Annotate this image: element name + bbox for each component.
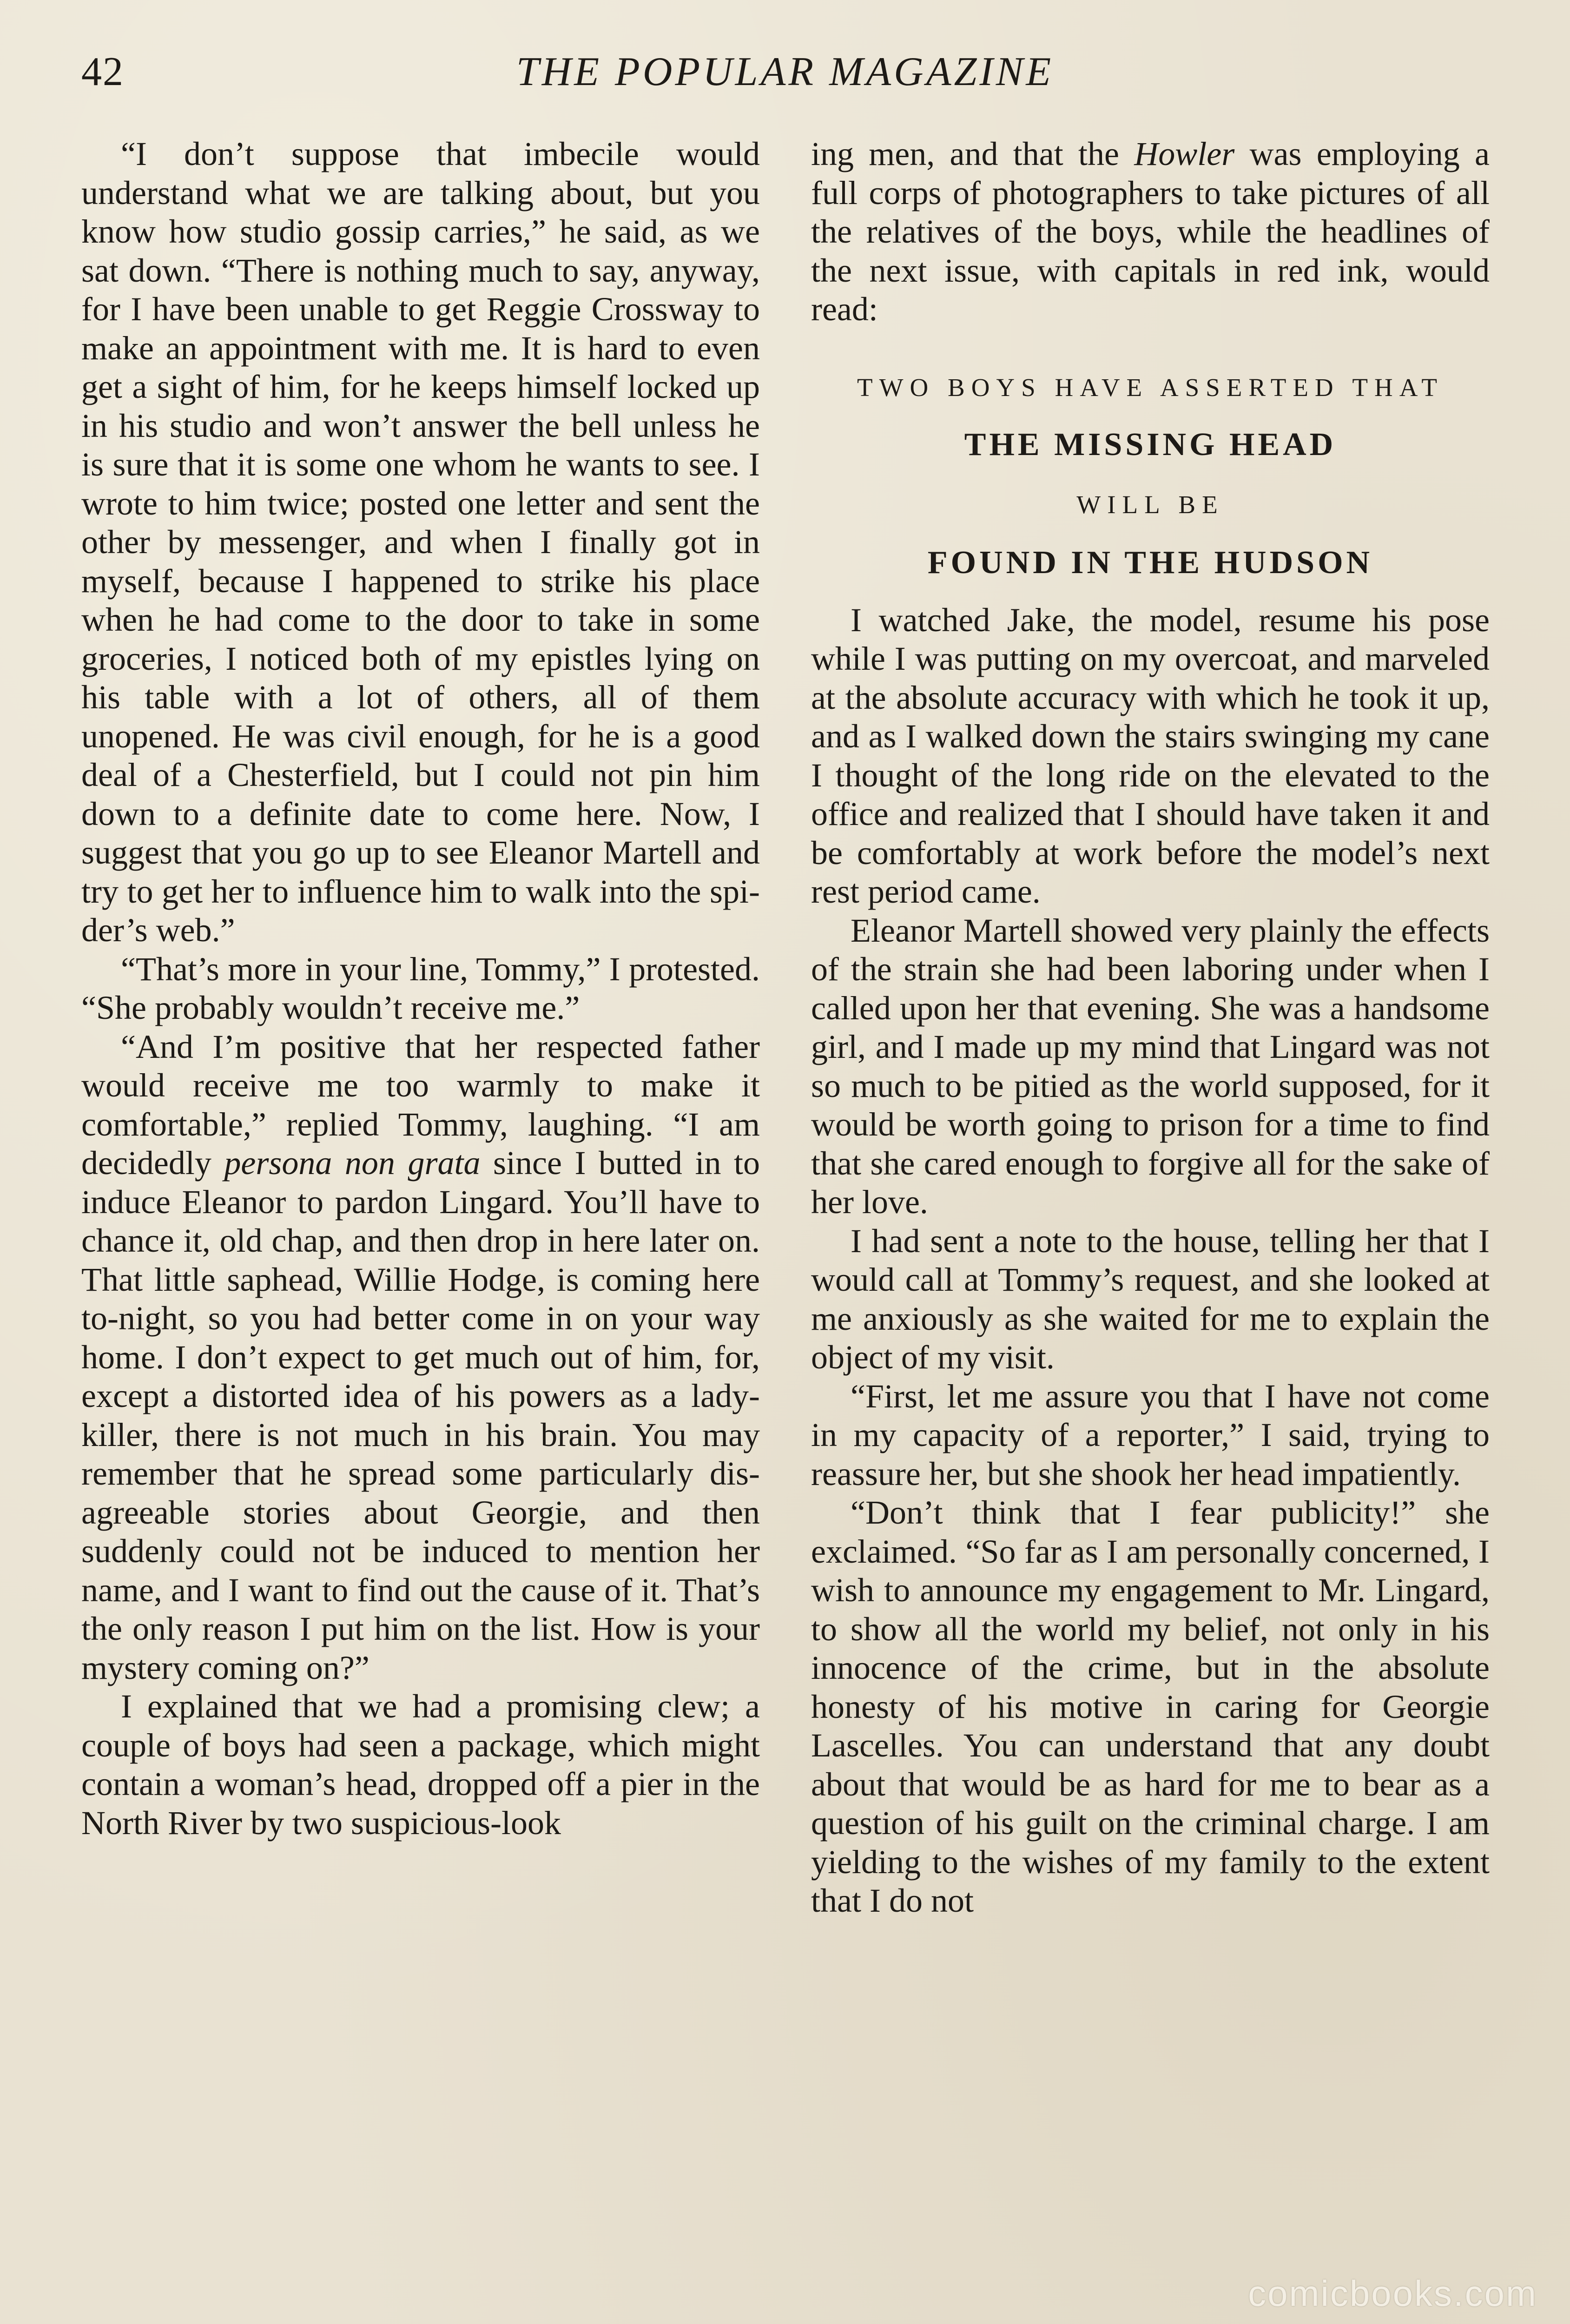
running-title: THE POPULAR MAGAZINE: [516, 49, 1054, 94]
paragraph-text: “And I’m positive that her respected father would receive me too warmly to make it comfortable,” replied Tommy, laughing. “I am decidedly: [81, 1028, 760, 1182]
paragraph: Eleanor Martell showed very plainly the effects of the strain she had been laboring under when I called upon her that evening. She was a handsome girl, and I made up my mind that Lingard was not so much to be pitied as the world supposed, for it would be worth going to prison for a time to find that she cared enough to forgive all for the sake of her love.: [811, 911, 1490, 1221]
paragraph: “First, let me assure you that I have not come in my capacity of a reporter,” I said, trying to reassure her, but she shook her head impatiently.: [811, 1377, 1490, 1492]
headline-line: THE MISSING HEAD: [964, 427, 1337, 462]
headline-line: FOUND IN THE HUDSON: [927, 545, 1373, 581]
headline-line: TWO BOYS HAVE ASSERTED THAT: [857, 373, 1444, 402]
paragraph: I explained that we had a promising clew; a couple of boys had seen a package, which might contain a woman’s head, dropped off a pier in the North River by two suspicious-look: [81, 1688, 760, 1842]
paragraph: “That’s more in your line, Tommy,” I protested. “She probably wouldn’t receive me.”: [81, 950, 760, 1026]
paragraph-text: ing men, and that the: [811, 135, 1135, 172]
right-column: [811, 135, 1490, 1921]
headline-line: WILL BE: [1076, 490, 1224, 519]
italic-word: Howler: [1134, 135, 1235, 172]
paragraph: [81, 1028, 760, 1688]
watermark: comicbooks.com: [1248, 2273, 1537, 2314]
left-column: [81, 135, 760, 1842]
italic-phrase: persona non grata: [224, 1144, 481, 1182]
paragraph: “I don’t suppose that imbecile would understand what we are talking about, but you know how studio gossip carries,” he said, as we sat down. “There is nothing much to say, anyway, for I have been unable to get Reggie Crossway to make an appointment with me. It is hard to even get a sight of him, for he keeps himself locked up in his studio and won’t answer the bell unless he is sure that it is some one whom he wants to see. I wrote to him twice; posted one letter and sent the other by messenger, and when I finally got in myself, because I happened to strike his place when he had come to the door to take in some groceries, I noticed both of my epistles lying on his table with a lot of others, all of them unopened. He was civil enough, for he is a good deal of a Chesterfield, but I could not pin him down to a definite date to come here. Now, I suggest that you go up to see Eleanor Martell and try to get her to influence him to walk into the spider’s web.”: [81, 135, 760, 949]
page-header: [0, 44, 1570, 100]
paragraph: “Don’t think that I fear publicity!” she exclaimed. “So far as I am personally concerned, I wish to announce my engagement to Mr. Lingard, to show all the world my belief, not only in his innocence of the crime, but in the absolute honesty of his motive in caring for Georgie Lascelles. You can understand that any doubt about that would be as hard for me to bear as a question of his guilt on the criminal charge. I am yielding to the wishes of my family to the extent that I do not: [811, 1494, 1490, 1919]
paragraph-text: was employing a full corps of photographers to take pictures of all the relatives of the boys, while the headlines of the next issue, with capitals in red ink, would read:: [811, 135, 1490, 328]
paragraph-text: since I butted in to induce Eleanor to pardon Lingard. You’ll have to chance it, old chap, and then drop in here later on. That little saphead, Willie Hodge, is coming here to-night, so you had better come in on your way home. I don’t expect to get much out of him, for, except a distorted idea of his powers as a lady-killer, there is not much in his brain. You may remember that he spread some particularly disagreeable stories about Georgie, and then suddenly could not be induced to mention her name, and I want to find out the cause of it. That’s the only reason I put him on the list. How is your mystery coming on?”: [81, 1144, 760, 1686]
paragraph: I had sent a note to the house, telling her that I would call at Tommy’s request, and she looked at me anxiously as she waited for me to explain the object of my visit.: [811, 1222, 1490, 1376]
continued-paragraph: [811, 135, 1490, 329]
page-number: 42: [81, 49, 124, 94]
paragraph: I watched Jake, the model, resume his pose while I was putting on my overcoat, and marveled at the absolute accuracy with which he took it up, and as I walked down the stairs swinging my cane I thought of the long ride on the elevated to the office and realized that I should have taken it and be comfortably at work before the model’s next rest period came.: [811, 601, 1490, 910]
